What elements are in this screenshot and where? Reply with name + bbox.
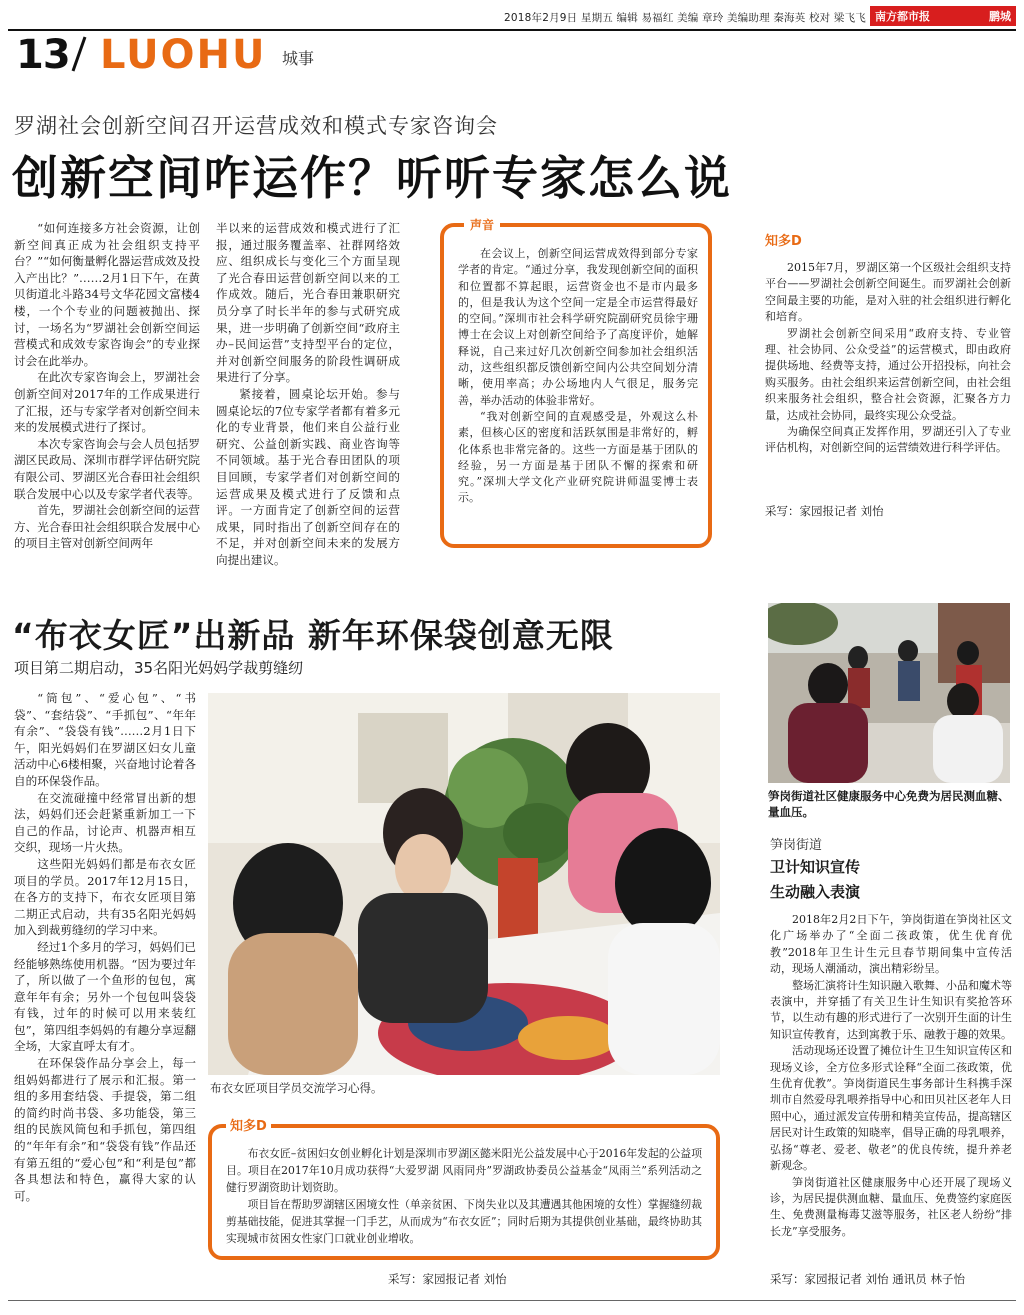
photo1-caption: 布衣女匠项目学员交流学习心得。 xyxy=(210,1081,383,1095)
paragraph: 布衣女匠–贫困妇女创业孵化计划是深圳市罗湖区懿米阳光公益发展中心于2016年发起的公益项目。项目在2017年10月成功获得“大爱罗湖 风雨同舟”罗湖政协委员公益基金“凤雨兰”系列活动之健行罗湖资助计划资助。 xyxy=(226,1147,702,1194)
story3-headline-line2: 生动融入表演 xyxy=(770,883,861,901)
voices-box-body xyxy=(458,246,698,507)
photo2-caption: 笋岗街道社区健康服务中心免费为居民测血糖、量血压。 xyxy=(768,789,1010,819)
paragraph: 在会议上，创新空间运营成效得到部分专家学者的肯定。“通过分享，我发现创新空间的面积和位置都不算起眼，运营资金也不是市内最多的，但是我认为这个空间一定是全市运营得最好的空间。”深圳市社会科学研究院副研究员徐宇珊博士在会议上对创新空间给予了高度评价，她解释说，自己来过好几次创新空间参加社会组织活动，这些组织都反馈创新空间内公共空间划分清晰，使用率高；办公场地内人气很足，服务完善，举办活动的体验非常好。 xyxy=(458,247,698,407)
factbox-label: 知多D xyxy=(765,234,802,249)
story1-column-1 xyxy=(14,220,200,552)
section-name-en: LUOHU xyxy=(100,32,267,78)
story2-subhead: 项目第二期启动，35名阳光妈妈学裁剪缝纫 xyxy=(14,659,304,677)
paragraph: 2018年2月2日下午，笋岗街道在笋岗社区文化广场举办了“全面二孩政策，优生优育优教”2018年卫生计生元旦春节期间集中宣传活动，现场人潮涌动，演出精彩纷呈。 xyxy=(770,913,1012,976)
paragraph: “如何连接多方社会资源，让创新空间真正成为社会组织支持平台？”“如何衡量孵化器运营成效及投入产出比？”……2月1日下午，在黄贝街道北斗路34号文华花园文富楼4楼，一个个专业的问题被抛出、探讨，一场名为“罗湖社会创新空间运营模式和成效专家咨询会”的专业探讨会在此举办。 xyxy=(14,221,200,368)
paragraph: 本次专家咨询会与会人员包括罗湖区民政局、深圳市群学评估研究院有限公司、罗湖区光合春田社会组织联合发展中心以及专家学者代表等。 xyxy=(14,436,200,501)
paragraph: 在此次专家咨询会上，罗湖社会创新空间对2017年的工作成果进行了汇报，还与专家学者对创新空间未来的发展模式进行了探讨。 xyxy=(14,370,200,435)
story1-headline: 创新空间咋运作？听听专家怎么说 xyxy=(12,151,732,205)
section-name-cn: 城事 xyxy=(282,49,315,68)
paragraph: 在环保袋作品分享会上，每一组妈妈都进行了展示和汇报。第一组的多用套结袋、手提袋，第二组的简约时尚书袋、多功能袋，第三组的民族风筒包和手抓包，第四组的“年年有余”和“袋袋有钱”作品还有第五组的“爱心包”和“利是包”都各具想法和特色，赢得大家的认可。 xyxy=(14,1056,196,1203)
paragraph: 这些阳光妈妈们都是布衣女匠项目的学员。2017年12月15日，在各方的支持下，布衣女匠项目第二期正式启动，共有35名阳光妈妈加入到裁剪缝纫的学习中来。 xyxy=(14,856,196,938)
story3-headline-line1: 卫计知识宣传 xyxy=(770,858,861,876)
story3-body xyxy=(770,912,1012,1240)
paragraph: 在交流碰撞中经常冒出新的想法，妈妈们还会赶紧重新加工一下自己的作品，讨论声、机器声相互交织，现场一片火热。 xyxy=(14,790,196,855)
bottom-rule xyxy=(8,1300,1016,1301)
paragraph: 笋岗街道社区健康服务中心还开展了现场义诊，为居民提供测血糖、量血压、免费签约家庭医生、免费测量梅毒艾滋等服务，社区老人纷纷“排长龙”享受服务。 xyxy=(770,1175,1012,1238)
story1-kicker: 罗湖社会创新空间召开运营成效和模式专家咨询会 xyxy=(14,114,498,138)
masthead-tag: 鹏城 xyxy=(989,10,1011,23)
page-number: 13 xyxy=(16,32,70,78)
story2-headline: “布衣女匠”出新品 新年环保袋创意无限 xyxy=(12,616,614,655)
paragraph: 罗湖社会创新空间采用“政府支持、专业管理、社会协同、公众受益”的运营模式，即由政府提供场地、经费等支持，通过公开招投标，向社会购买服务。由社会组织来运营创新空间，由社会组织来服务社会组织，整合社会资源，汇聚各方力量，达成社会协同，最终实现公众受益。 xyxy=(765,326,1011,422)
slash-divider-icon xyxy=(70,34,88,74)
paragraph: 紧接着，圆桌论坛开始。参与圆桌论坛的7位专家学者都有着多元化的专业背景，他们来自公益行业研究、公益创新实践、商业咨询等不同领域。基于光合春田团队的项目回顾，专家学者们对创新空间的运营成果及模式进行了反馈和点评。一方面肯定了创新空间的运营成果，同时指出了创新空间存在的不足，并对创新空间未来的发展方向提出建议。 xyxy=(216,386,400,567)
story2-byline: 采写：家园报记者 刘怡 xyxy=(388,1272,507,1286)
paragraph: 半以来的运营成效和模式进行了汇报，通过服务覆盖率、社群网络效应、组织成长与变化三个方面呈现了光合春田运营创新空间以来的工作成效。随后，光合春田兼职研究员分享了时长半年的参与式研究成果，进一步明确了创新空间“政府主办–民间运营”支持型平台的定位，并对创新空间服务的阶段性调研成果进行了分享。 xyxy=(216,221,400,385)
story2-column xyxy=(14,690,196,1204)
top-rule xyxy=(8,29,1016,31)
story1-byline: 采写：家园报记者 刘怡 xyxy=(765,504,884,518)
paragraph: “筒包”、“爱心包”、“书袋”、“套结袋”、“手抓包”、“年年有余”、“袋袋有钱”……2月1日下午，阳光妈妈们在罗湖区妇女儿童活动中心6楼相聚，兴奋地讨论着各自的环保袋作品。 xyxy=(14,691,196,788)
voices-box-label: 声音 xyxy=(464,216,500,233)
story3-byline: 采写：家园报记者 刘怡 通讯员 林子怡 xyxy=(770,1272,965,1286)
paragraph: 整场汇演将计生知识融入歌舞、小品和魔术等表演中，并穿插了有关卫生计生知识有奖抢答环节，以生动有趣的形式进行了一次别开生面的计生知识宣传教育，达到寓教于乐、融教于趣的效果。 xyxy=(770,978,1012,1041)
masthead-name: 南方都市报 xyxy=(875,10,930,23)
paragraph: 项目旨在帮助罗湖辖区困境女性（单亲贫困、下岗失业以及其遭遇其他困境的女性）掌握缝纫裁剪基础技能，促进其掌握一门手艺，从而成为“布衣女匠”；同时后期为其提供创业基础，最终协助其实现城市贫困女性家门口就业创业增收。 xyxy=(226,1198,702,1245)
paragraph: 为确保空间真正发挥作用，罗湖还引入了专业评估机构，对创新空间的运营绩效进行科学评估。 xyxy=(765,425,1011,455)
factbox-body xyxy=(765,260,1011,457)
top-meta-bar xyxy=(0,6,1024,28)
paragraph: 活动现场还设置了摊位计生卫生知识宣传区和现场义诊，全方位多形式诠释“全面二孩政策，优生优育优教”。笋岗街道民生事务部计生科携手深圳市自然爱母乳喂养指导中心和田贝社区老年人日照中心，通过派发宣传册和精美宣传品，提高辖区居民对计生政策的知晓率，倡导正确的母乳喂养，弘扬“尊老、爱老、敬老”的优良传统，提升养老新观念。 xyxy=(770,1044,1012,1173)
masthead-logo xyxy=(870,6,1016,26)
factbox2-label: 知多D xyxy=(226,1115,271,1134)
sewing-class-photo xyxy=(208,693,720,1075)
paragraph: 经过1个多月的学习，妈妈们已经能够熟练使用机器。“因为要过年了，所以做了一个鱼形的包包，寓意年年有余；另外一个包包叫袋袋有钱，过年的时候可以用来装红包”，第四组李妈妈的有趣分享逗翻全场，大家直呼太有才。 xyxy=(14,939,196,1054)
story1-column-2 xyxy=(216,220,400,568)
paragraph: 首先，罗湖社会创新空间的运营方、光合春田社会组织联合发展中心的项目主管对创新空间两年 xyxy=(14,503,200,551)
paragraph: 2015年7月，罗湖区第一个区级社会组织支持平台——罗湖社会创新空间诞生。而罗湖社会创新空间最主要的功能，是对入驻的社会组织进行孵化和培育。 xyxy=(765,261,1011,324)
edition-meta-line: 2018年2月9日 星期五 编辑 易福红 美编 章玲 美编助理 秦海英 校对 梁飞飞 xyxy=(503,12,866,24)
health-checkup-photo xyxy=(768,603,1010,783)
paragraph: “我对创新空间的直观感受是，外观这么朴素，但核心区的密度和活跃氛围是非常好的，孵化体系也非常完备的。这些一方面是基于团队的经验，另一方面是基于团队不懈的探索和研究。”深圳大学文化产业研究院讲师温雯博士表示。 xyxy=(458,409,698,505)
factbox2-body xyxy=(226,1145,702,1247)
story3-kicker: 笋岗街道 xyxy=(770,838,823,853)
